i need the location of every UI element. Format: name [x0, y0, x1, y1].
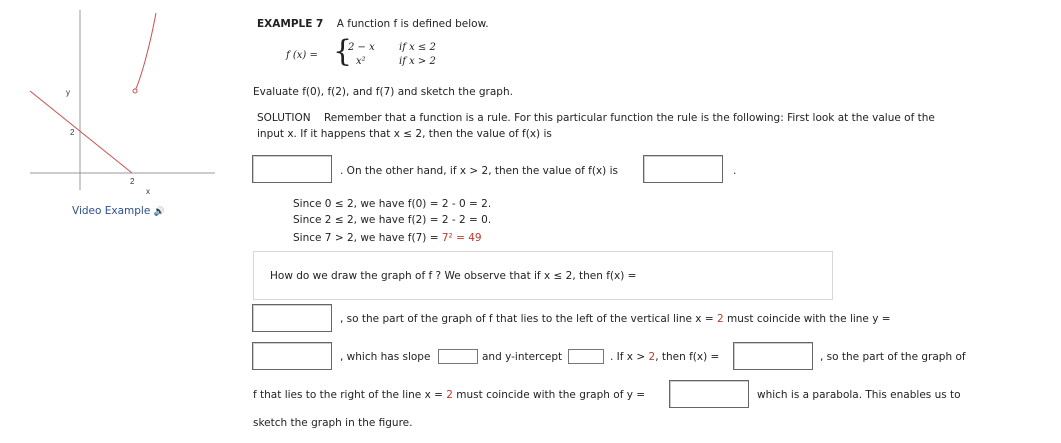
answer-box-parabola[interactable]	[669, 380, 749, 408]
parabola-piece	[135, 13, 156, 91]
slope-input[interactable]	[438, 349, 478, 364]
draw-line3-b: 2	[446, 389, 453, 401]
video-example-link[interactable]	[72, 205, 165, 217]
answer-box-f-equals-left[interactable]	[252, 304, 332, 332]
case2-cond: if x > 2	[399, 56, 436, 67]
other-hand-text: . On the other hand, if x > 2, then the value of f(x) is	[340, 165, 618, 177]
case1-expr: 2 − x	[348, 42, 375, 53]
function-lhs: f (x) =	[286, 50, 318, 61]
speaker-icon: 🔊	[153, 207, 165, 217]
draw-line1-a: , so the part of the graph of f that lies to the left of the vertical line x =	[340, 313, 717, 325]
y-intercept-input[interactable]	[568, 349, 604, 364]
since-line-3: Since 7 > 2, we have f(7) =	[293, 232, 442, 244]
answer-box-line-y[interactable]	[252, 342, 332, 370]
linear-piece	[30, 91, 132, 173]
solution-label: SOLUTION	[257, 112, 311, 124]
case2-expr: x²	[356, 56, 366, 67]
x-axis-label: x	[146, 187, 150, 195]
answer-box-f-gt-2-graph[interactable]	[733, 342, 813, 370]
solution-text-2: input x. If it happens that x ≤ 2, then the value of f(x) is	[257, 128, 552, 140]
since-line-2: Since 2 ≤ 2, we have f(2) = 2 - 2 = 0.	[293, 214, 492, 226]
video-example-label: Video Example	[72, 205, 151, 217]
draw-line2-e: , then f(x) =	[655, 351, 720, 363]
function-graph	[20, 5, 225, 195]
solution-text-1: Remember that a function is a rule. For this particular function the rule is the following: First look at the value of the	[323, 112, 935, 124]
draw-line4: sketch the graph in the figure.	[253, 417, 413, 429]
y-tick-label: 2	[70, 128, 75, 137]
draw-line3-d: which is a parabola. This enables us to	[757, 389, 961, 401]
draw-line2-b: and y-intercept	[482, 351, 563, 363]
trailing-period: .	[733, 165, 737, 177]
since-line-3-result: 7² = 49	[441, 232, 482, 244]
evaluate-text: Evaluate f(0), f(2), and f(7) and sketch the graph.	[253, 86, 513, 98]
draw-line2-d: 2	[648, 351, 656, 363]
example-heading: EXAMPLE 7	[257, 18, 324, 30]
draw-line2-f: , so the part of the graph of	[820, 351, 966, 363]
draw-line3-a: f that lies to the right of the line x =	[253, 389, 447, 401]
answer-box-f-le-2[interactable]	[252, 155, 332, 183]
example-intro: A function f is defined below.	[336, 18, 489, 30]
answer-box-f-gt-2[interactable]	[643, 155, 723, 183]
draw-line2-c: . If x >	[610, 351, 649, 363]
draw-question: How do we draw the graph of f ? We observe that if x ≤ 2, then f(x) =	[270, 270, 637, 282]
draw-line3-c: must coincide with the graph of y =	[452, 389, 646, 401]
since-line-1: Since 0 ≤ 2, we have f(0) = 2 - 0 = 2.	[293, 198, 492, 210]
open-circle	[133, 89, 137, 93]
y-axis-label: y	[66, 88, 70, 97]
draw-line2-a: , which has slope	[340, 351, 431, 363]
case1-cond: if x ≤ 2	[399, 42, 436, 53]
draw-line1-c: must coincide with the line y =	[723, 313, 891, 325]
draw-line1-b: 2	[717, 313, 724, 325]
left-brace: {	[333, 34, 353, 69]
x-tick-label: 2	[130, 177, 135, 186]
